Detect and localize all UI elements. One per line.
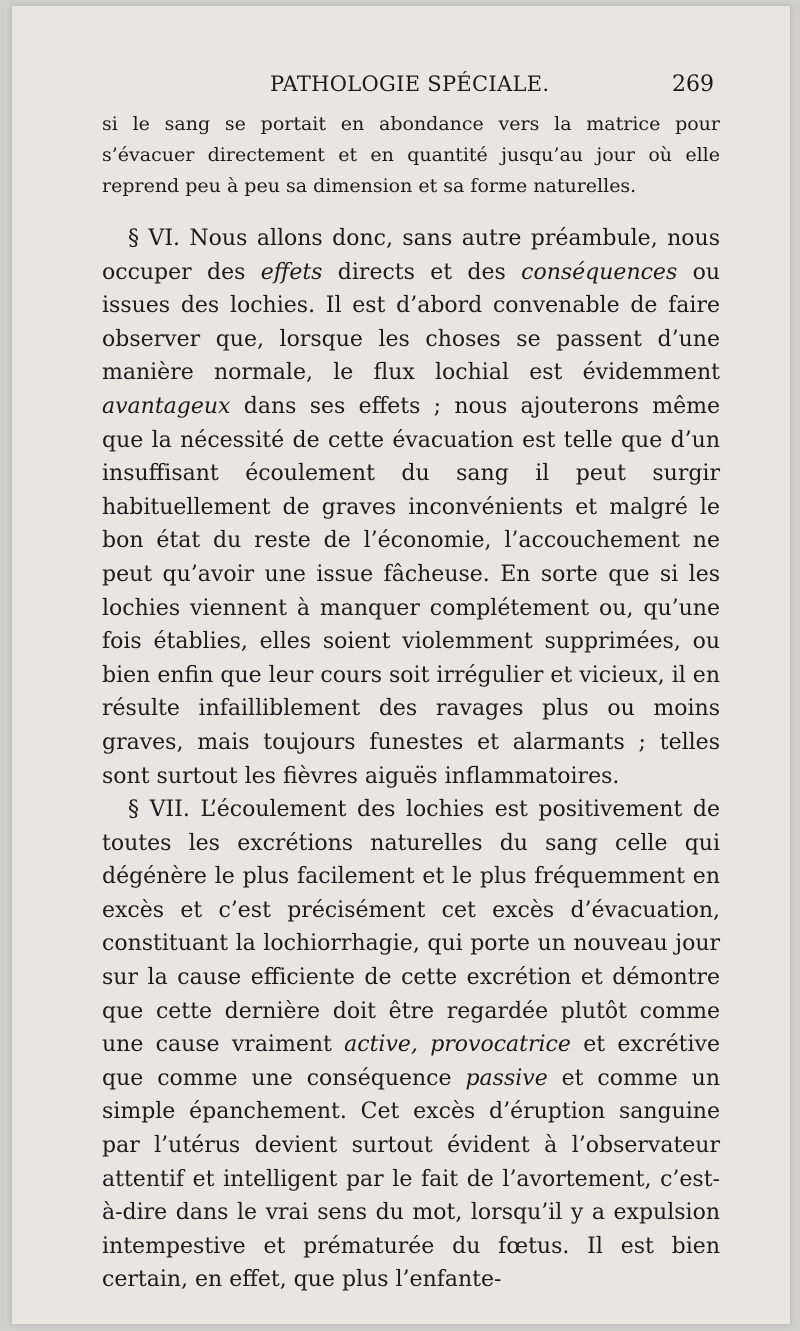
paragraph-continuation: si le sang se portait en abondance vers la matrice pour s’évacuer directement et en quantité jusqu’au jour où elle reprend peu à peu sa dimension et sa forme naturelles. — [102, 113, 720, 197]
running-title: PATHOLOGIE SPÉCIALE. — [270, 72, 550, 96]
section-vi-italic-avantageux: avantageux — [102, 393, 231, 419]
section-vi-text-4: dans ses effets ; nous ajouterons même que la nécessité de cette évacuation est telle que d’un insuffisant écoulement du sang il peut surgir habituellement de graves inconvénients et malgré le bon état du reste de l’économie, l’accouchement ne peut qu’avoir une issue fâcheuse. En sorte que si les lochies viennent à manquer complétement ou, qu’une fois établies, elles soient violemment supprimées, ou bien enfin que leur cours soit irrégulier et vicieux, il en résulte infailliblement des ravages plus ou moins graves, mais toujours funestes et alarmants ; telles sont surtout les fièvres aiguës inflammatoires. — [102, 393, 720, 789]
section-vii-text-1: § VII. L’écoulement des lochies est positivement de toutes les excrétions naturelles du sang celle qui dégénère le plus facilement et le plus fréquemment en excès et c’est précisément cet excès d’évacuation, constituant la lochiorrhagie, qui porte un nouveau jour sur la cause efficiente de cette excrétion et démontre que cette dernière doit être regardée plutôt comme une cause vraiment — [102, 797, 720, 1058]
section-vi-italic-consequences: conséquences — [521, 259, 678, 285]
section-vi-text-2: directs et des — [322, 259, 522, 285]
section-vi-italic-effets: effets — [260, 259, 323, 285]
paragraph-section-vii — [102, 793, 720, 1297]
section-vii-italic-passive: passive — [465, 1065, 548, 1091]
page-number: 269 — [672, 72, 714, 97]
section-vii-italic-active: active, provocatrice — [344, 1032, 571, 1058]
section-vi-text-1: § VI. Nous allons donc, sans autre préambule, nous occuper des — [102, 226, 720, 285]
paragraph-section-vi — [102, 222, 720, 793]
body-text — [102, 109, 720, 1297]
page-header — [260, 70, 720, 100]
book-page — [12, 6, 790, 1324]
section-vii-text-2: et excrétive que comme une conséquence — [102, 1032, 720, 1091]
paragraph-gap — [102, 202, 720, 222]
section-vii-text-3: et comme un simple épanchement. Cet excès d’éruption sanguine par l’utérus devient surtout évident à l’observateur attentif et intelligent par le fait de l’avortement, c’est-à-dire dans le vrai sens du mot, lorsqu’il y a expulsion intempestive et prématurée du fœtus. Il est bien certain, en effet, que plus l’enfante- — [102, 1065, 720, 1293]
section-vi-text-3: ou issues des lochies. Il est d’abord convenable de faire observer que, lorsque les choses se passent d’une manière normale, le flux lochial est évidemment — [102, 259, 720, 386]
